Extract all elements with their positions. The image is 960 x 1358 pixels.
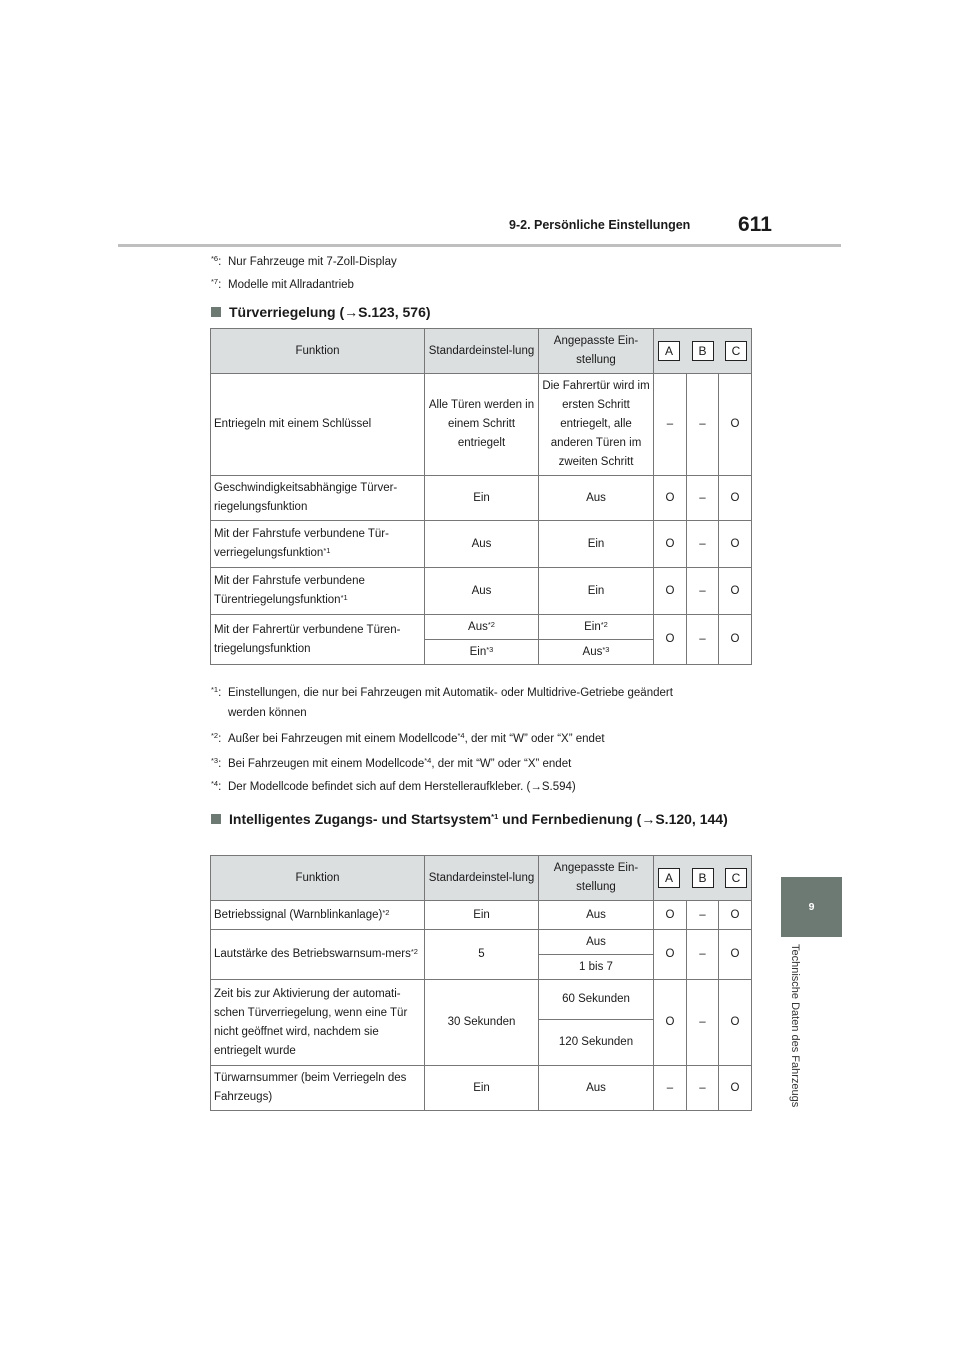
- col-funktion: Funktion: [211, 856, 425, 901]
- table-row: 120 Sekunden: [211, 1020, 752, 1066]
- chapter-label: Technische Daten des Fahrzeugs: [789, 944, 801, 1108]
- col-abc: [654, 329, 752, 374]
- table-row: Mit der Fahrstufe verbundene Türentriegelungsfunktion$^{*1}$ Aus Ein O – O: [211, 568, 752, 615]
- table-row: Ein$^{*3}$ Aus$^{*3}$: [211, 640, 752, 665]
- page-number: 611: [738, 213, 772, 236]
- table-row: Geschwindigkeitsabhängige Türver-riegelungsfunktion Ein Aus O – O: [211, 476, 752, 521]
- door-lock-table: [210, 328, 752, 665]
- chapter-number: 9: [808, 901, 815, 913]
- col-angepasst: Angepasste Ein-stellung: [539, 329, 654, 374]
- footnote-2: $^{*2}$: Außer bei Fahrzeugen mit einem Modellcode$^{*4}$, der mit “W” oder “X” endet: [211, 731, 605, 745]
- table-row: Betriebssignal (Warnblinkanlage)$^{*2}$ Ein Aus O – O: [211, 901, 752, 930]
- table-row: 1 bis 7: [211, 955, 752, 980]
- col-angepasst: Angepasste Ein-stellung: [539, 856, 654, 901]
- table-row: Mit der Fahrstufe verbundene Tür-verriegelungsfunktion$^{*1}$ Aus Ein O – O: [211, 521, 752, 568]
- label-b: B: [692, 341, 714, 361]
- col-abc: [654, 856, 752, 901]
- table-row: Lautstärke des Betriebswarnsum-mers$^{*2}$ 5 Aus O – O: [211, 930, 752, 955]
- footnote-1: $^{*1}$: Einstellungen, die nur bei Fahrzeugen mit Automatik- oder Multidrive-Getriebe geändert werden können: [211, 685, 673, 719]
- square-bullet-icon: [211, 814, 221, 824]
- section-header: 9-2. Persönliche Einstellungen: [509, 218, 691, 232]
- label-b: B: [692, 868, 714, 888]
- header-rule: [118, 244, 841, 247]
- label-c: C: [725, 868, 747, 888]
- smart-entry-table: [210, 855, 752, 1111]
- section-title-smart-entry: Intelligentes Zugangs- und Startsystem$^{*1}$ und Fernbedienung (→S.120, 144): [211, 809, 731, 830]
- table-row: Zeit bis zur Aktivierung der automati-schen Türverriegelung, wenn eine Tür nicht geöffnet wird, nachdem sie entriegelt wurde 30 Sekunden 60 Sekunden O – O: [211, 980, 752, 1020]
- table-header-row: [211, 856, 752, 901]
- chapter-tab: [781, 877, 842, 937]
- section-title-door-lock: Türverriegelung (→S.123, 576): [211, 302, 771, 322]
- footnote-4: $^{*4}$: Der Modellcode befindet sich auf dem Herstelleraufkleber. (→S.594): [211, 779, 576, 793]
- footnote-6: $^{*6}$: Nur Fahrzeuge mit 7-Zoll-Display: [211, 254, 397, 268]
- table-row: Entriegeln mit einem Schlüssel Alle Türen werden in einem Schritt entriegelt Die Fahrertür wird im ersten Schritt entriegelt, alle anderen Türen im zweiten Schritt – – O: [211, 374, 752, 476]
- col-standard: Standardeinstel-lung: [425, 329, 539, 374]
- label-a: A: [658, 868, 680, 888]
- label-c: C: [725, 341, 747, 361]
- square-bullet-icon: [211, 307, 221, 317]
- table-row: Türwarnsummer (beim Verriegeln des Fahrzeugs) Ein Aus – – O: [211, 1066, 752, 1111]
- table-row: Mit der Fahrertür verbundene Türen-triegelungsfunktion Aus$^{*2}$ Ein$^{*2}$ O – O: [211, 615, 752, 640]
- footnote-3: $^{*3}$: Bei Fahrzeugen mit einem Modellcode$^{*4}$, der mit “W” oder “X” endet: [211, 756, 572, 770]
- label-a: A: [658, 341, 680, 361]
- col-funktion: Funktion: [211, 329, 425, 374]
- table-header-row: [211, 329, 752, 374]
- col-standard: Standardeinstel-lung: [425, 856, 539, 901]
- footnote-7: $^{*7}$: Modelle mit Allradantrieb: [211, 277, 354, 291]
